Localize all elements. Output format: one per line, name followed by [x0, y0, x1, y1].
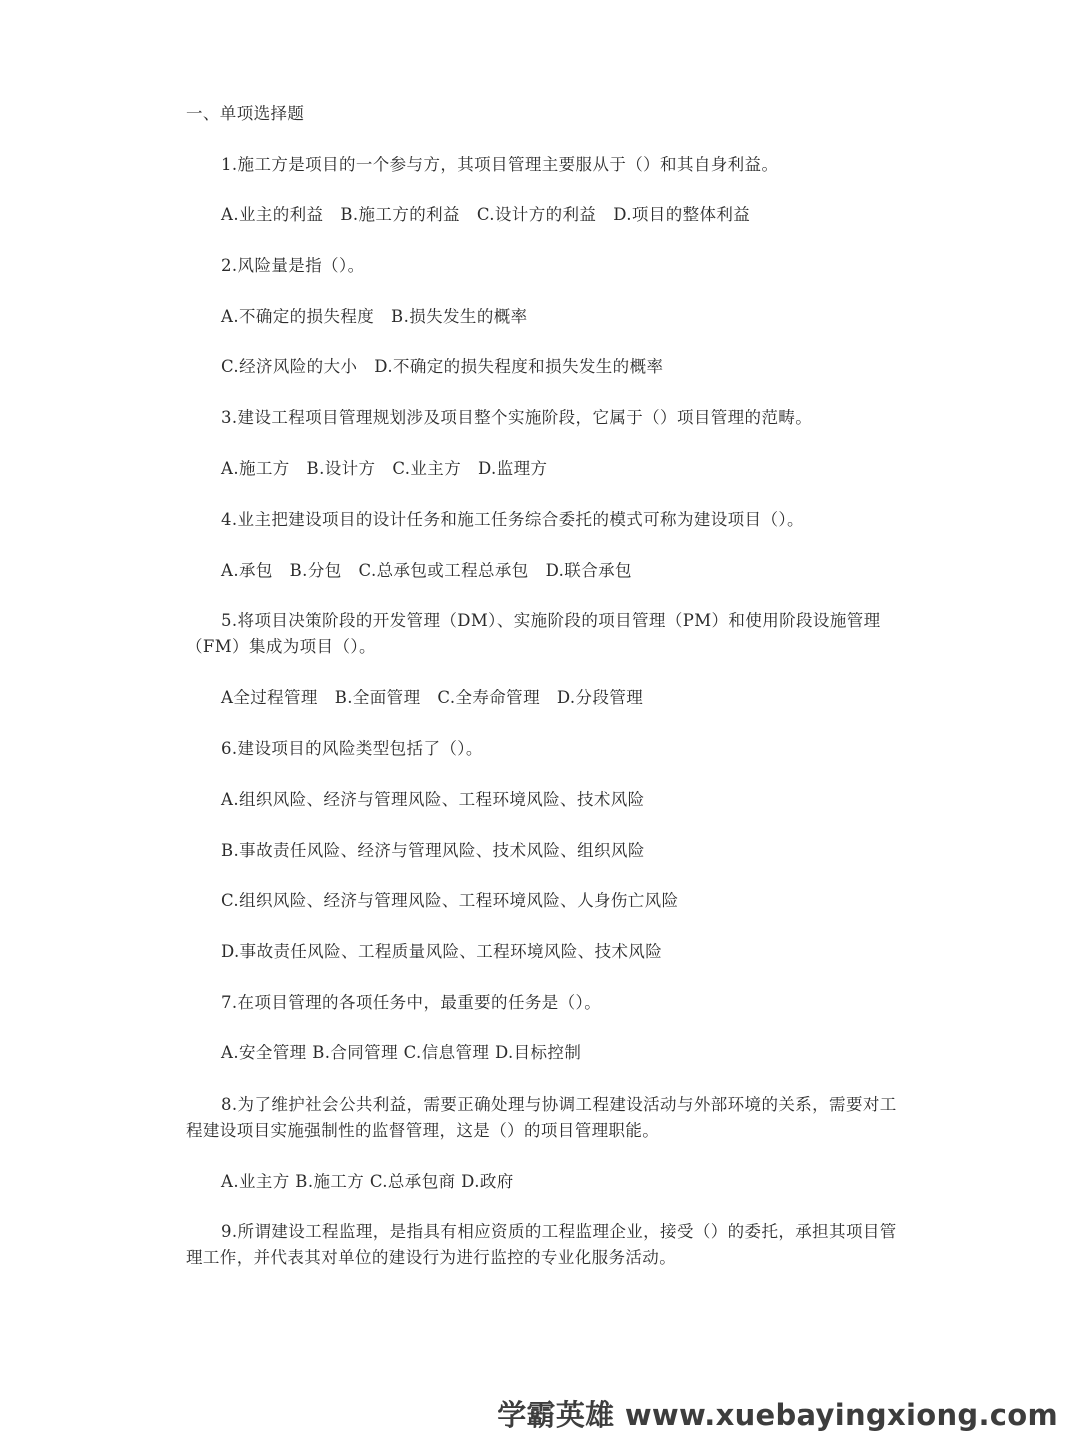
question-9-stem: 9.所谓建设工程监理，是指具有相应资质的工程监理企业，接受（）的委托，承担其项目管理工作，并代表其对单位的建设行为进行监控的专业化服务活动。	[186, 1222, 897, 1267]
question-7-options: A.安全管理 B.合同管理 C.信息管理 D.目标控制	[221, 1043, 582, 1062]
question-8-options: A.业主方 B.施工方 C.总承包商 D.政府	[221, 1172, 514, 1191]
question-4-stem: 4.业主把建设项目的设计任务和施工任务综合委托的模式可称为建设项目（）。	[221, 510, 804, 529]
question-7-stem: 7.在项目管理的各项任务中，最重要的任务是（）。	[221, 993, 602, 1012]
question-1-options: A.业主的利益 B.施工方的利益 C.设计方的利益 D.项目的整体利益	[221, 205, 751, 224]
question-2-options-line-2: C.经济风险的大小 D.不确定的损失程度和损失发生的概率	[221, 357, 664, 376]
question-4-options: A.承包 B.分包 C.总承包或工程总承包 D.联合承包	[221, 561, 632, 580]
question-2-stem: 2.风险量是指（）。	[221, 256, 365, 275]
question-6-option-b: B.事故责任风险、经济与管理风险、技术风险、组织风险	[221, 841, 645, 860]
site-watermark: 学霸英雄 www.xuebayingxiong.com	[497, 1398, 1058, 1432]
question-3-options: A.施工方 B.设计方 C.业主方 D.监理方	[221, 459, 548, 478]
question-8-stem: 8.为了维护社会公共利益，需要正确处理与协调工程建设活动与外部环境的关系，需要对工程建设项目实施强制性的监督管理，这是（）的项目管理职能。	[186, 1095, 897, 1140]
question-6-option-d: D.事故责任风险、工程质量风险、工程环境风险、技术风险	[221, 942, 663, 961]
question-3-stem: 3.建设工程项目管理规划涉及项目整个实施阶段，它属于（）项目管理的范畴。	[221, 408, 813, 427]
question-5-stem: 5.将项目决策阶段的开发管理（DM）、实施阶段的项目管理（PM）和使用阶段设施管理（FM）集成为项目（）。	[186, 611, 881, 656]
question-6-stem: 6.建设项目的风险类型包括了（）。	[221, 739, 483, 758]
question-6-option-a: A.组织风险、经济与管理风险、工程环境风险、技术风险	[221, 790, 645, 809]
question-5-options: A全过程管理 B.全面管理 C.全寿命管理 D.分段管理	[221, 688, 644, 707]
question-6-option-c: C.组织风险、经济与管理风险、工程环境风险、人身伤亡风险	[221, 891, 679, 910]
question-1-stem: 1.施工方是项目的一个参与方，其项目管理主要服从于（）和其自身利益。	[221, 155, 779, 174]
question-2-options-line-1: A.不确定的损失程度 B.损失发生的概率	[221, 307, 528, 326]
section-title: 一、单项选择题	[186, 104, 305, 123]
